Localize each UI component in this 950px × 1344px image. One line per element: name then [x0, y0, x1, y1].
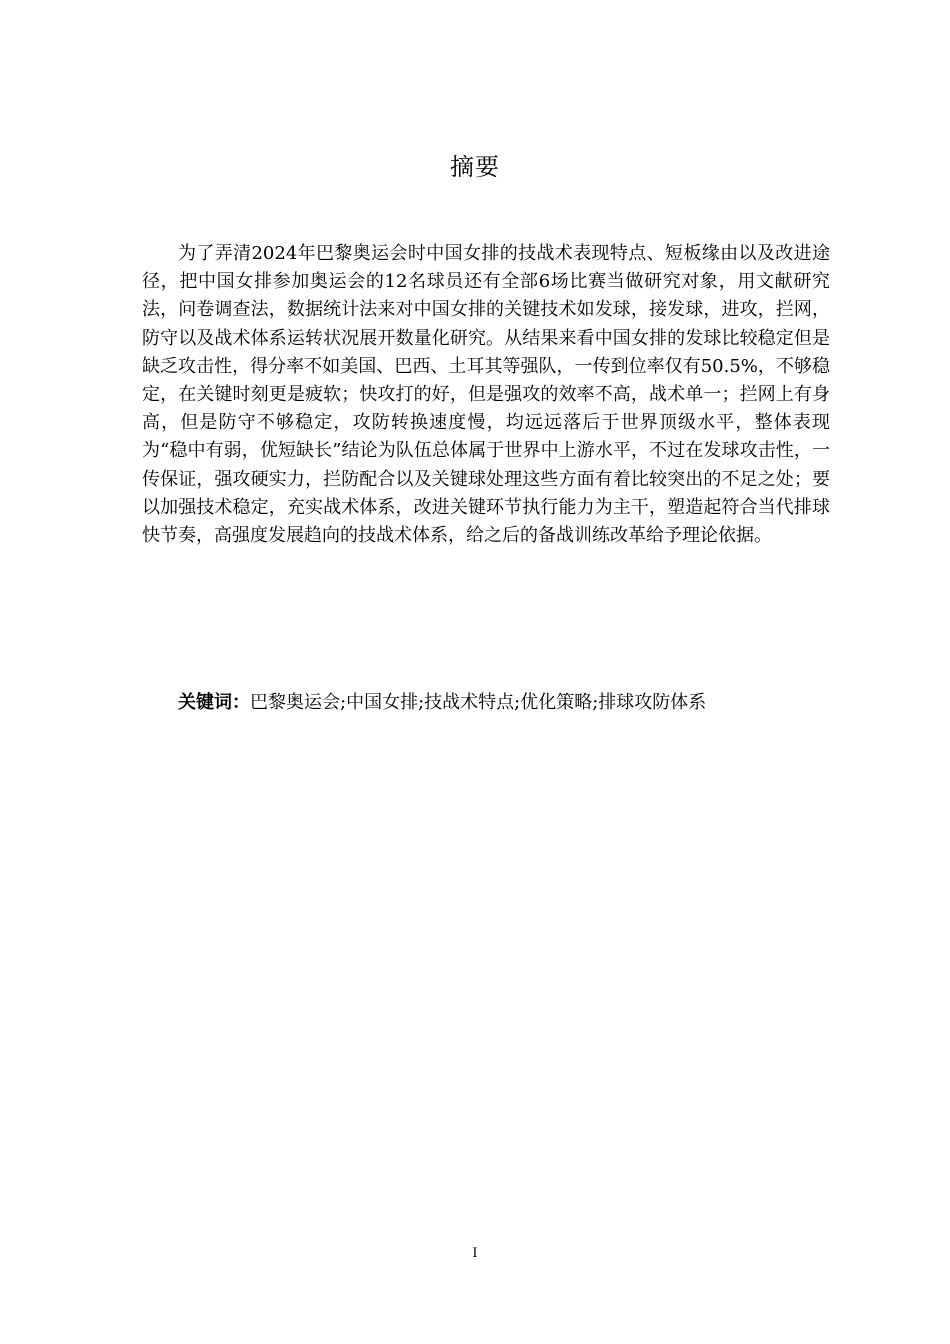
keywords-label: 关键词：	[178, 692, 250, 713]
page-number: I	[472, 1246, 478, 1261]
page-title: 摘要	[450, 153, 500, 181]
keywords-text: 巴黎奥运会;中国女排;技战术特点;优化策略;排球攻防体系	[250, 692, 707, 713]
keywords-line	[178, 690, 838, 716]
abstract-paragraph: 为了弄清2024年巴黎奥运会时中国女排的技战术表现特点、短板缘由以及改进途径，把中国女排参加奥运会的12名球员还有全部6场比赛当做研究对象，用文献研究法，问卷调查法，数据统计法来对中国女排的关键技术如发球，接发球，进攻，拦网，防守以及战术体系运转状况展开数量化研究。从结果来看中国女排的发球比较稳定但是缺乏攻击性，得分率不如美国、巴西、土耳其等强队，一传到位率仅有50.5%，不够稳定，在关键时刻更是疲软；快攻打的好，但是强攻的效率不高，战术单一；拦网上有身高，但是防守不够稳定，攻防转换速度慢，均远远落后于世界顶级水平，整体表现为“稳中有弱，优短缺长”结论为队伍总体属于世界中上游水平，不过在发球攻击性，一传保证，强攻硬实力，拦防配合以及关键球处理这些方面有着比较突出的不足之处；要以加强技术稳定，充实战术体系，改进关键环节执行能力为主干，塑造起符合当代排球快节奏，高强度发展趋向的技战术体系，给之后的备战训练改革给予理论依据。	[142, 243, 830, 547]
